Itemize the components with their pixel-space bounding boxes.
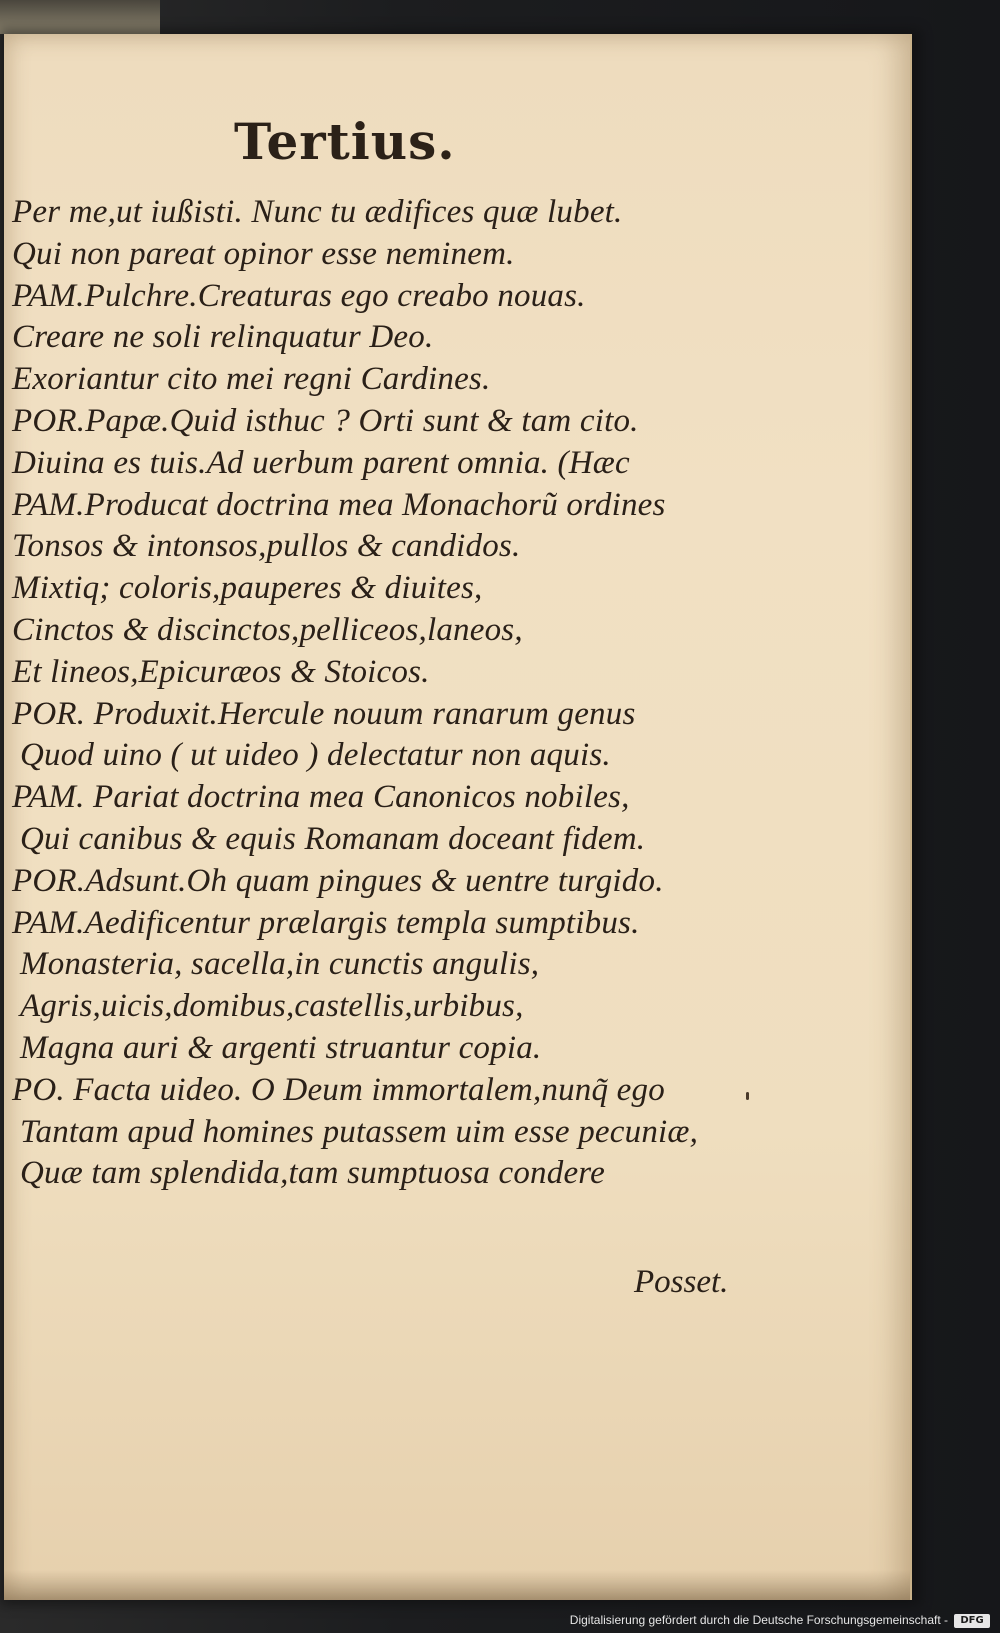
text-line: Exoriantur cito mei regni Cardines. [12,361,491,398]
verse-text [12,192,892,1195]
text-line: Qui canibus & equis Romanam doceant fidem. [20,820,646,857]
dfg-logo-icon: DFG [954,1614,990,1628]
text-line: POR. Produxit.Hercule nouum ranarum genus [12,695,636,732]
text-line: Magna auri & argenti struantur copia. [20,1029,542,1066]
text-line: Per me,ut iußisti. Nunc tu ædifices quæ lubet. [12,194,623,230]
text-line: POR.Papæ.Quid isthuc ? Orti sunt & tam cito. [12,402,639,439]
text-line: PAM.Aedificentur prælargis templa sumptibus. [12,904,640,941]
text-line: Agris,uicis,domibus,castellis,urbibus, [20,988,524,1025]
text-line: Quæ tam splendida,tam sumptuosa condere [20,1155,605,1192]
text-line: PO. Facta uideo. O Deum immortalem,nunq̃ ego [12,1071,665,1108]
catchword: Posset. [634,1264,729,1300]
text-line: Monasteria, sacella,in cunctis angulis, [20,946,540,983]
text-line: Diuina es tuis.Ad uerbum parent omnia. (Hæc [12,444,630,481]
text-line: Cinctos & discinctos,pelliceos,laneos, [12,611,523,648]
text-line: Creare ne soli relinquatur Deo. [12,319,434,356]
scan-top-strip [0,0,160,34]
text-line: Et lineos,Epicuræos & Stoicos. [12,653,430,690]
text-line: PAM.Pulchre.Creaturas ego creabo nouas. [12,277,586,314]
text-line: Tantam apud homines putassem uim esse pecuniæ, [20,1113,699,1150]
text-line: Quod uino ( ut uideo ) delectatur non aquis. [20,737,611,774]
page-heading: Tertius. [234,112,456,171]
text-line: PAM.Producat doctrina mea Monachorũ ordines [12,486,666,523]
text-line: Tonsos & intonsos,pullos & candidos. [12,528,521,565]
text-line: Mixtiq; coloris,pauperes & diuites, [12,570,483,607]
page-bottom-shade [4,1570,910,1600]
text-line: PAM. Pariat doctrina mea Canonicos nobiles, [12,779,630,816]
book-page [4,34,912,1600]
ink-speck [746,1092,749,1100]
digitization-credit: Digitalisierung gefördert durch die Deutsche Forschungsgemeinschaft - [569,1613,948,1627]
text-line: POR.Adsunt.Oh quam pingues & uentre turgido. [12,862,664,899]
text-line: Qui non pareat opinor esse neminem. [12,235,515,272]
